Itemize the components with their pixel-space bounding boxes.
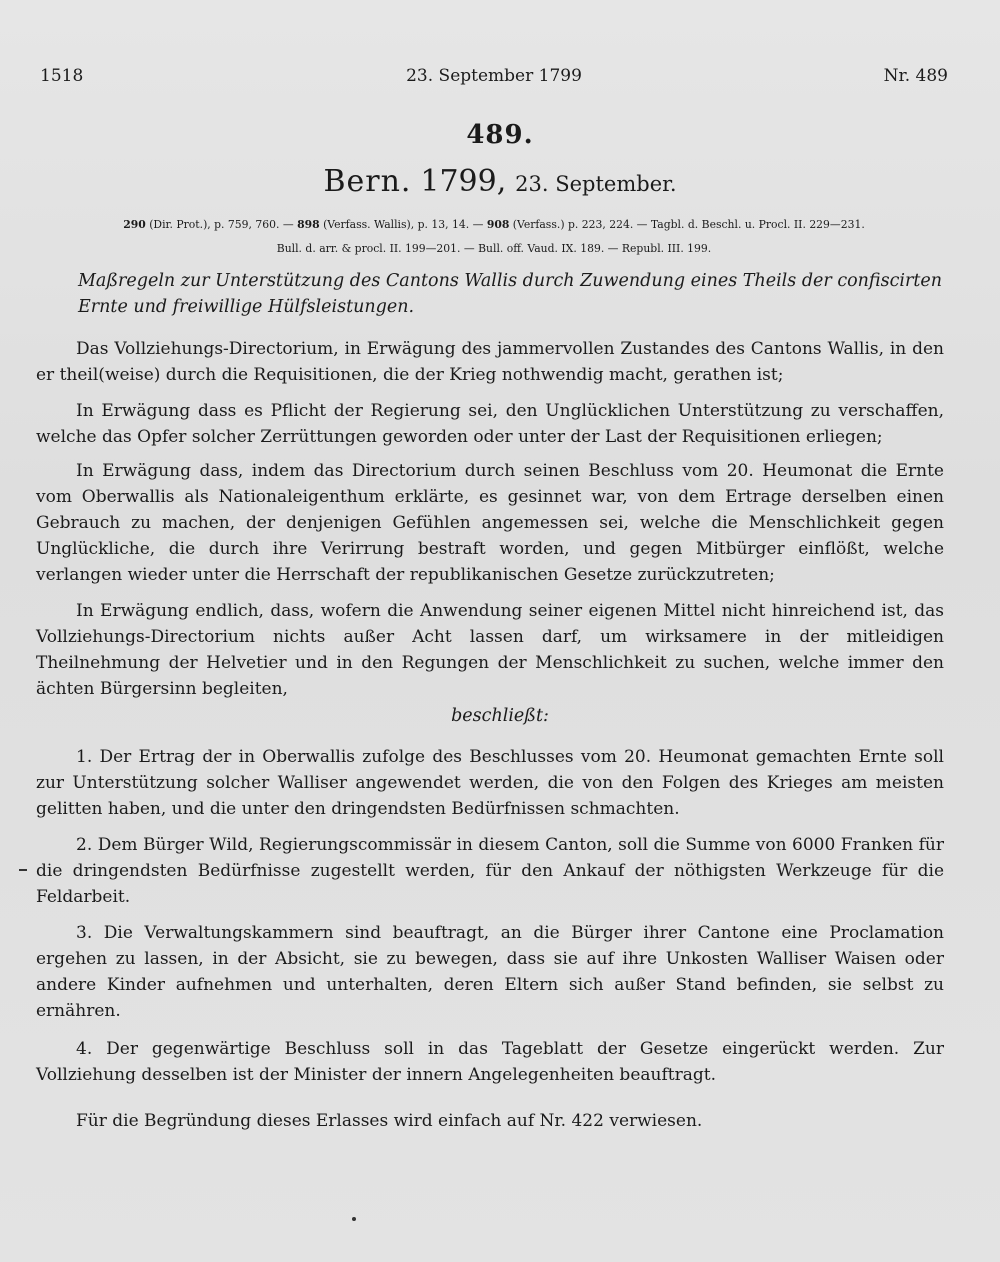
margin-mark	[19, 869, 27, 871]
dateline-year: 1799,	[420, 164, 507, 199]
reference-number: 290	[123, 218, 146, 231]
reference-text: (Verfass. Wallis), p. 13, 14. —	[319, 218, 487, 231]
resolution-keyword: beschließt:	[451, 706, 549, 726]
paragraph-text: In Erwägung dass es Pflicht der Regierung sei, den Unglücklichen Unterstützung zu verschaffen, welche das Opfer solcher Zerrüttungen geworden oder unter der Last der Requisitionen erliegen;	[36, 401, 944, 447]
article-text: 4. Der gegenwärtige Beschluss soll in das Tageblatt der Gesetze eingerückt werden. Zur Vollziehung desselben ist der Minister der innern Angelegenheiten beauftragt.	[36, 1039, 944, 1085]
article-paragraph	[36, 744, 944, 822]
preamble-paragraph	[36, 398, 944, 450]
article-paragraph	[36, 832, 944, 910]
paragraph-text: In Erwägung dass, indem das Directorium durch seinen Beschluss vom 20. Heumonat die Ernte vom Oberwallis als Nationaleigenthum erklärte, es gesinnet war, von dem Ertrage derselben einen Gebrauch zu machen, der denjenigen Gefühlen angemessen sei, welche die Menschlichkeit gegen Unglückliche, die durch ihre Verirrung bestraft worden, und gegen Mitbürger einflößt, welche verlangen wieder unter die Herrschaft der republikanischen Gesetze zurückzutreten;	[36, 461, 944, 585]
article-text: 3. Die Verwaltungskammern sind beauftragt, an die Bürger ihrer Cantone eine Proclamation ergehen zu lassen, in der Absicht, sie zu bewegen, dass sie auf ihre Unkosten Walliser Waisen oder andere Kinder aufnehmen und unterhalten, deren Eltern sich außer Stand befinden, sie selbst zu ernähren.	[36, 923, 944, 1021]
reference-number: 898	[297, 218, 320, 231]
ink-speck	[352, 1217, 356, 1221]
dateline-city: Bern.	[323, 164, 412, 199]
document-dateline	[0, 164, 1000, 202]
paragraph-text: Das Vollziehungs-Directorium, in Erwägung des jammervollen Zustandes des Cantons Wallis, in den er theil(weise) durch die Requisitionen, die der Krieg nothwendig macht, gerathen ist;	[36, 339, 944, 385]
reference-text: (Verfass.) p. 223, 224. — Tagbl. d. Beschl. u. Procl. II. 229—231.	[509, 218, 865, 231]
running-header	[40, 66, 948, 88]
reference-line-2: Bull. d. arr. & procl. II. 199—201. — Bull. off. Vaud. IX. 189. — Republ. III. 199.	[276, 242, 712, 255]
article-text: 2. Dem Bürger Wild, Regierungscommissär in diesem Canton, soll die Summe von 6000 Franken für die dringendsten Bedürfnisse zugestellt werden, für den Ankauf der nöthigsten Werkzeuge für die Feldarbeit.	[36, 835, 944, 907]
running-number: Nr. 489	[883, 66, 948, 86]
article-paragraph	[36, 1036, 944, 1088]
document-number: 489.	[466, 120, 534, 150]
reference-text: (Dir. Prot.), p. 759, 760. —	[145, 218, 298, 231]
article-text: 1. Der Ertrag der in Oberwallis zufolge des Beschlusses vom 20. Heumonat gemachten Ernte soll zur Unterstützung solcher Walliser angewendet werden, die von den Folgen des Krieges am meisten gelitten haben, und die unter den dringendsten Bedürfnissen schmachten.	[36, 747, 944, 819]
running-date: 23. September 1799	[406, 66, 582, 86]
dateline-date: 23. September.	[515, 172, 677, 196]
reference-number: 908	[486, 218, 510, 231]
article-paragraph	[36, 920, 944, 1024]
page-number: 1518	[40, 66, 84, 86]
closing-note	[36, 1108, 944, 1134]
closing-text: Für die Begründung dieses Erlasses wird einfach auf Nr. 422 verwiesen.	[76, 1111, 703, 1131]
subject-heading: Maßregeln zur Unterstützung des Cantons Wallis durch Zuwendung eines Theils der confiscirten Ernte und freiwillige Hülfsleistungen.	[78, 271, 942, 317]
preamble-paragraph	[36, 336, 944, 388]
paragraph-text: In Erwägung endlich, dass, wofern die Anwendung seiner eigenen Mittel nicht hinreichend ist, das Vollziehungs-Directorium nichts außer Acht lassen darf, um wirksamere in der mitleidigen Theilnehmung der Helvetier und in den Regungen der Menschlichkeit zu suchen, welche immer den ächten Bürgersinn begleiten,	[36, 601, 944, 699]
preamble-paragraph	[36, 458, 944, 588]
reference-line-1	[40, 218, 948, 231]
preamble-paragraph	[36, 598, 944, 702]
